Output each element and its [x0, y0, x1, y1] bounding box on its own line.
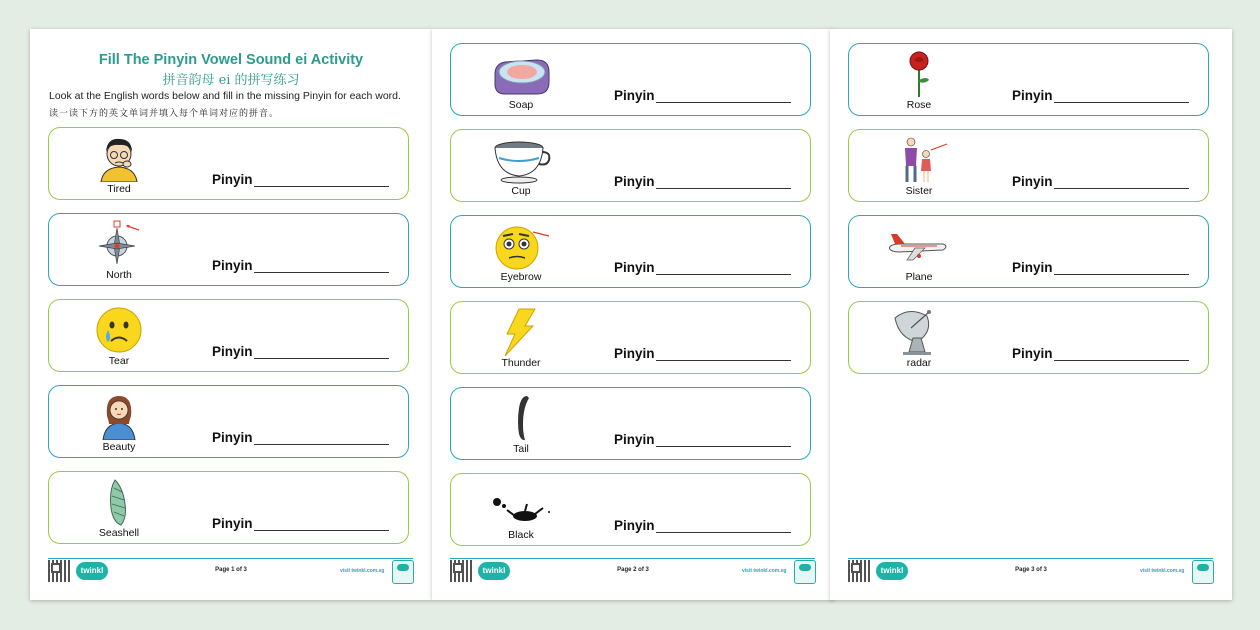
visit-link: visit twinkl.com.sg [1140, 568, 1185, 574]
word-label: Soap [508, 99, 534, 111]
word-card [48, 299, 409, 372]
word-card [450, 129, 811, 202]
footer-divider [848, 558, 1213, 559]
instruction-text: Look at the English words below and fill in the missing Pinyin for each word. [49, 90, 401, 102]
page-number: Page 3 of 3 [1015, 567, 1047, 573]
cup-icon [491, 136, 551, 184]
word-label: Rose [906, 99, 932, 111]
crying-face-icon [89, 306, 149, 354]
footer-divider [48, 558, 413, 559]
tired-person-icon [89, 134, 149, 182]
pinyin-label: Pinyin [212, 258, 253, 273]
pinyin-answer-line[interactable] [1054, 102, 1189, 103]
twinkl-logo: twinkl [478, 562, 510, 580]
pinyin-answer-line[interactable] [1054, 274, 1189, 275]
word-card [450, 43, 811, 116]
pinyin-label: Pinyin [212, 172, 253, 187]
rose-icon [889, 50, 949, 98]
page-number: Page 2 of 3 [617, 567, 649, 573]
compass-icon [89, 220, 149, 268]
word-label: Tail [513, 443, 529, 455]
word-card [48, 127, 409, 200]
soap-icon [491, 50, 551, 98]
word-card [848, 129, 1209, 202]
twinkl-logo: twinkl [76, 562, 108, 580]
pinyin-label: Pinyin [212, 516, 253, 531]
pinyin-label: Pinyin [1012, 260, 1053, 275]
radar-dish-icon [889, 308, 949, 356]
pinyin-label: Pinyin [614, 432, 655, 447]
pinyin-answer-line[interactable] [656, 360, 791, 361]
visit-link: visit twinkl.com.sg [742, 568, 787, 574]
pinyin-label: Pinyin [614, 260, 655, 275]
word-label: Sister [905, 185, 933, 197]
word-card [848, 215, 1209, 288]
pinyin-answer-line[interactable] [656, 188, 791, 189]
word-label: Thunder [501, 357, 541, 369]
word-label: Plane [905, 271, 933, 283]
pinyin-label: Pinyin [614, 346, 655, 361]
word-label: Seashell [98, 527, 140, 539]
pinyin-answer-line[interactable] [656, 102, 791, 103]
pinyin-answer-line[interactable] [254, 186, 389, 187]
pinyin-answer-line[interactable] [656, 532, 791, 533]
tail-icon [491, 394, 551, 442]
word-card [48, 213, 409, 286]
worksheet-page-1 [30, 29, 432, 600]
eyebrow-face-icon [491, 222, 551, 270]
pinyin-label: Pinyin [1012, 174, 1053, 189]
word-label: Eyebrow [500, 271, 542, 283]
airplane-icon [889, 222, 949, 270]
word-card [48, 385, 409, 458]
worksheet-title: Fill The Pinyin Vowel Sound ei Activity [98, 52, 364, 68]
quality-badge-icon [1192, 560, 1214, 584]
twinkl-logo: twinkl [876, 562, 908, 580]
pinyin-answer-line[interactable] [1054, 188, 1189, 189]
quality-badge-icon [392, 560, 414, 584]
word-label: Tired [107, 183, 131, 195]
word-card [450, 473, 811, 546]
ink-splatter-icon [491, 480, 551, 528]
word-card [450, 387, 811, 460]
worksheet-title-chinese: 拼音韵母 ei 的拼写练习 [162, 73, 300, 88]
word-card [450, 301, 811, 374]
word-label: Cup [511, 185, 531, 197]
quality-badge-icon [794, 560, 816, 584]
girl-icon [89, 392, 149, 440]
pinyin-answer-line[interactable] [254, 530, 389, 531]
footer-divider [450, 558, 815, 559]
pinyin-label: Pinyin [1012, 346, 1053, 361]
word-label: Black [508, 529, 534, 541]
pinyin-answer-line[interactable] [1054, 360, 1189, 361]
word-card [848, 301, 1209, 374]
page-number: Page 1 of 3 [215, 567, 247, 573]
instruction-text-chinese: 读一读下方的英文单词并填入每个单词对应的拼音。 [49, 109, 280, 119]
seashell-icon [89, 478, 149, 526]
word-card [848, 43, 1209, 116]
lightning-icon [491, 308, 551, 356]
visit-link: visit twinkl.com.sg [340, 568, 385, 574]
worksheet-page-2 [432, 29, 834, 600]
sisters-icon [889, 136, 949, 184]
word-label: North [106, 269, 132, 281]
pinyin-answer-line[interactable] [656, 446, 791, 447]
pinyin-label: Pinyin [1012, 88, 1053, 103]
pinyin-answer-line[interactable] [254, 358, 389, 359]
word-card [450, 215, 811, 288]
word-label: Tear [108, 355, 130, 367]
word-label: radar [906, 357, 932, 369]
word-label: Beauty [102, 441, 136, 453]
pinyin-label: Pinyin [212, 430, 253, 445]
word-card [48, 471, 409, 544]
pinyin-answer-line[interactable] [656, 274, 791, 275]
pinyin-label: Pinyin [614, 518, 655, 533]
pinyin-answer-line[interactable] [254, 272, 389, 273]
pinyin-label: Pinyin [614, 174, 655, 189]
worksheet-page-3 [830, 29, 1232, 600]
pinyin-label: Pinyin [614, 88, 655, 103]
pinyin-label: Pinyin [212, 344, 253, 359]
pinyin-answer-line[interactable] [254, 444, 389, 445]
